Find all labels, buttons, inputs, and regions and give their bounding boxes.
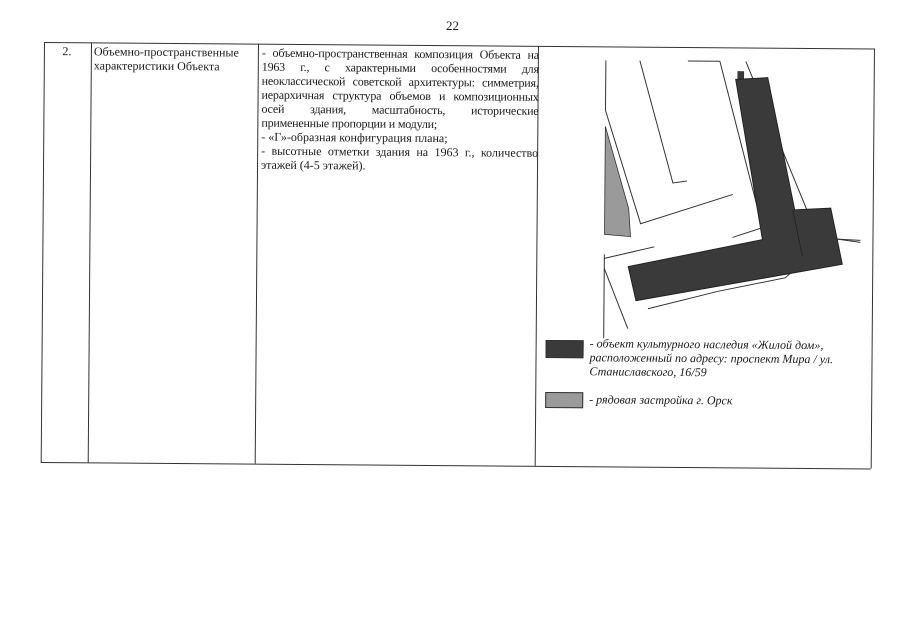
characteristic-name: Объемно-пространственные характеристики Объекта (93, 44, 239, 74)
column-divider-2 (255, 44, 259, 464)
map-road-edge (604, 246, 654, 258)
description-paragraph-2: - «Г»-образная конфигурация плана; (261, 129, 448, 146)
site-plan-map (570, 58, 862, 340)
characteristics-table (41, 42, 874, 469)
table-left-border (41, 42, 45, 462)
legend-heritage-text: - объект культурного наследия «Жилой дом», расположенный по адресу: проспект Мира / ул. Станиславского, 16/59 (589, 336, 834, 380)
row-number: 2. (62, 44, 72, 59)
legend-heritage (545, 336, 865, 389)
table-bottom-border (41, 462, 871, 470)
description-paragraph-3: - высотные отметки здания на 1963 г., количество этажей (4-5 этажей). (260, 143, 539, 173)
table-right-border (871, 49, 875, 469)
legend-swatch-ordinary (545, 392, 583, 408)
map-road-edge (604, 268, 628, 328)
characteristic-description (261, 46, 539, 174)
heritage-building (628, 71, 844, 303)
map-block-outline (639, 61, 688, 183)
column-divider-1 (88, 42, 92, 462)
legend-ordinary-text: - рядовая застройка г. Орск (589, 392, 733, 408)
description-paragraph-1: - объемно-пространственная композиция Объекта на 1963 г., с характерными особенностями для неоклассической советской архитектуры: симметрия, иерархичная структура объемов и композиционных осей здания, масштабность, исторические примененные пропорции и модули; (261, 45, 539, 132)
legend-ordinary (545, 392, 865, 415)
map-road-edge (604, 254, 605, 338)
page-number: 22 (446, 18, 459, 33)
legend-swatch-heritage (546, 340, 584, 358)
